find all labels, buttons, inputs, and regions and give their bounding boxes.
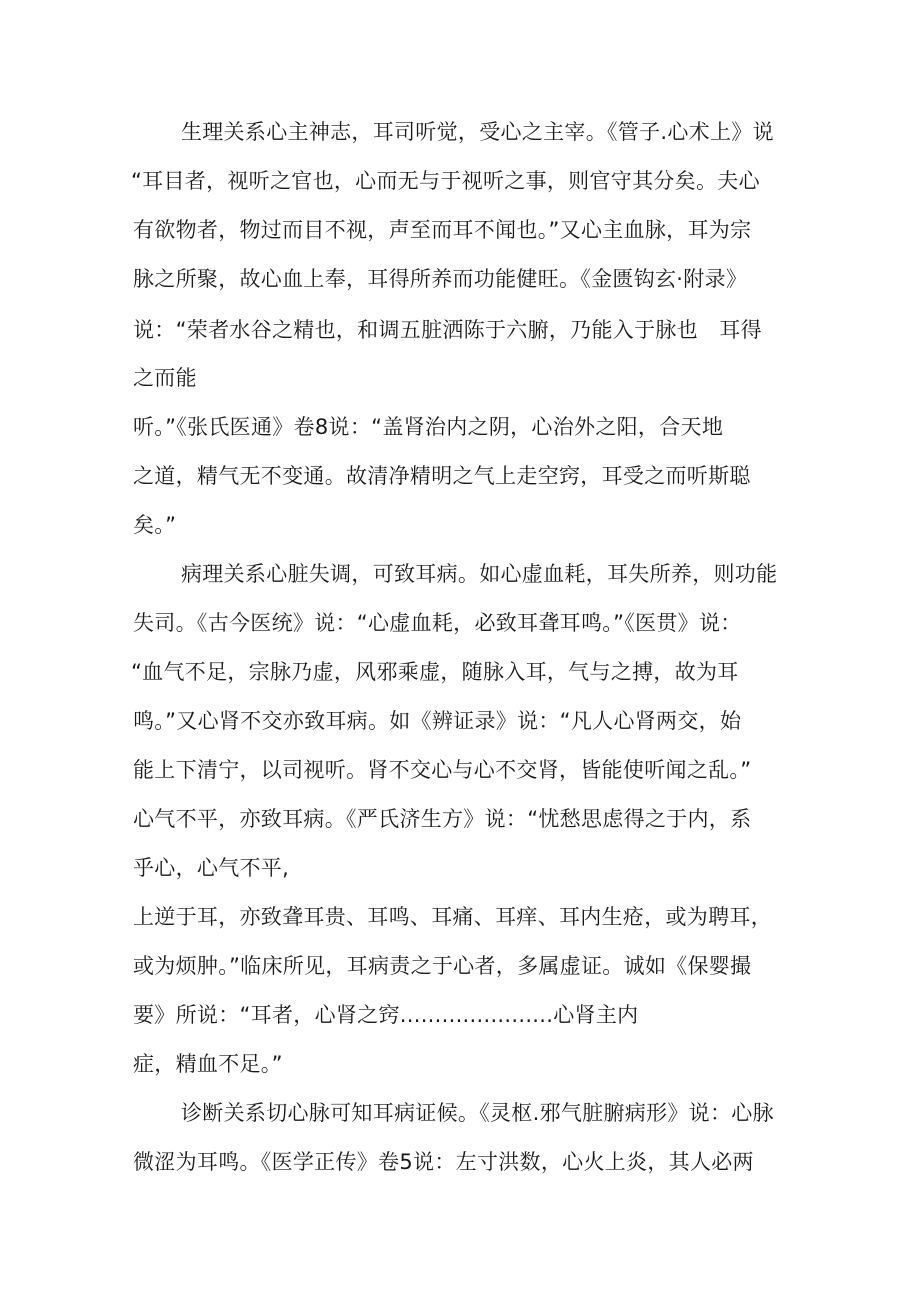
text-line: 心气不平，亦致耳病。《严氏济生方》说：“忧愁思虑得之于内，系: [133, 807, 752, 831]
text-line: 听。”《张氏医通》卷8说：“盖肾治内之阴，心治外之阳，合天地: [133, 415, 724, 439]
text-line: 之道，精气无不变通。故清净精明之气上走空窍，耳受之而听斯聪: [133, 464, 751, 488]
text-line: 诊断关系切心脉可知耳病证候。《灵枢.邪气脏腑病形》说：心脉: [181, 1101, 774, 1125]
text-line: 病理关系心脏失调，可致耳病。如心虚血耗，耳失所养，则功能: [181, 562, 778, 586]
text-line: 生理关系心主神志，耳司听觉，受心之主宰。《管子.心术上》说: [181, 120, 774, 144]
text-line: “耳目者，视听之官也，心而无与于视听之事，则官守其分矣。夫心: [131, 169, 760, 193]
text-line: 症，精血不足。”: [133, 1052, 283, 1076]
text-line: 或为烦肿。”临床所见，耳病责之于心者，多属虚证。诚如《保婴撮: [133, 954, 752, 978]
text-line: 鸣。”又心肾不交亦致耳病。如《辨证录》说：“凡人心肾两交，始: [133, 709, 742, 733]
text-line: 之而能: [133, 366, 197, 390]
text-line: 说：“荣者水谷之精也，和调五脏洒陈于六腑，乃能入于脉也 耳得: [133, 318, 762, 342]
text-line: 能上下清宁，以司视听。肾不交心与心不交肾，皆能使听闻之乱。”: [133, 758, 752, 782]
text-line: 失司。《古今医统》说：“心虚血耗，必致耳聋耳鸣。”《医贯》说：: [133, 611, 742, 635]
text-line: 微涩为耳鸣。《医学正传》卷5说：左寸洪数，心火上炎，其人必两: [133, 1150, 754, 1174]
text-line: 矣。”: [133, 513, 177, 537]
text-line: 要》所说：“耳者，心肾之窍......................心肾主内: [133, 1003, 639, 1027]
text-line: 上逆于耳，亦致聋耳贵、耳鸣、耳痛、耳痒、耳内生疮，或为聘耳，: [133, 905, 772, 929]
text-line: 乎心，心气不平,: [133, 856, 290, 880]
text-line: 脉之所聚，故心血上奉，耳得所养而功能健旺。《金匮钩玄·附录》: [133, 267, 748, 291]
text-line: “血气不足，宗脉乃虚，风邪乘虚，随脉入耳，气与之搏，故为耳: [131, 660, 739, 684]
text-line: 有欲物者，物过而目不视，声至而耳不闻也。”又心主血脉，耳为宗: [133, 218, 752, 242]
